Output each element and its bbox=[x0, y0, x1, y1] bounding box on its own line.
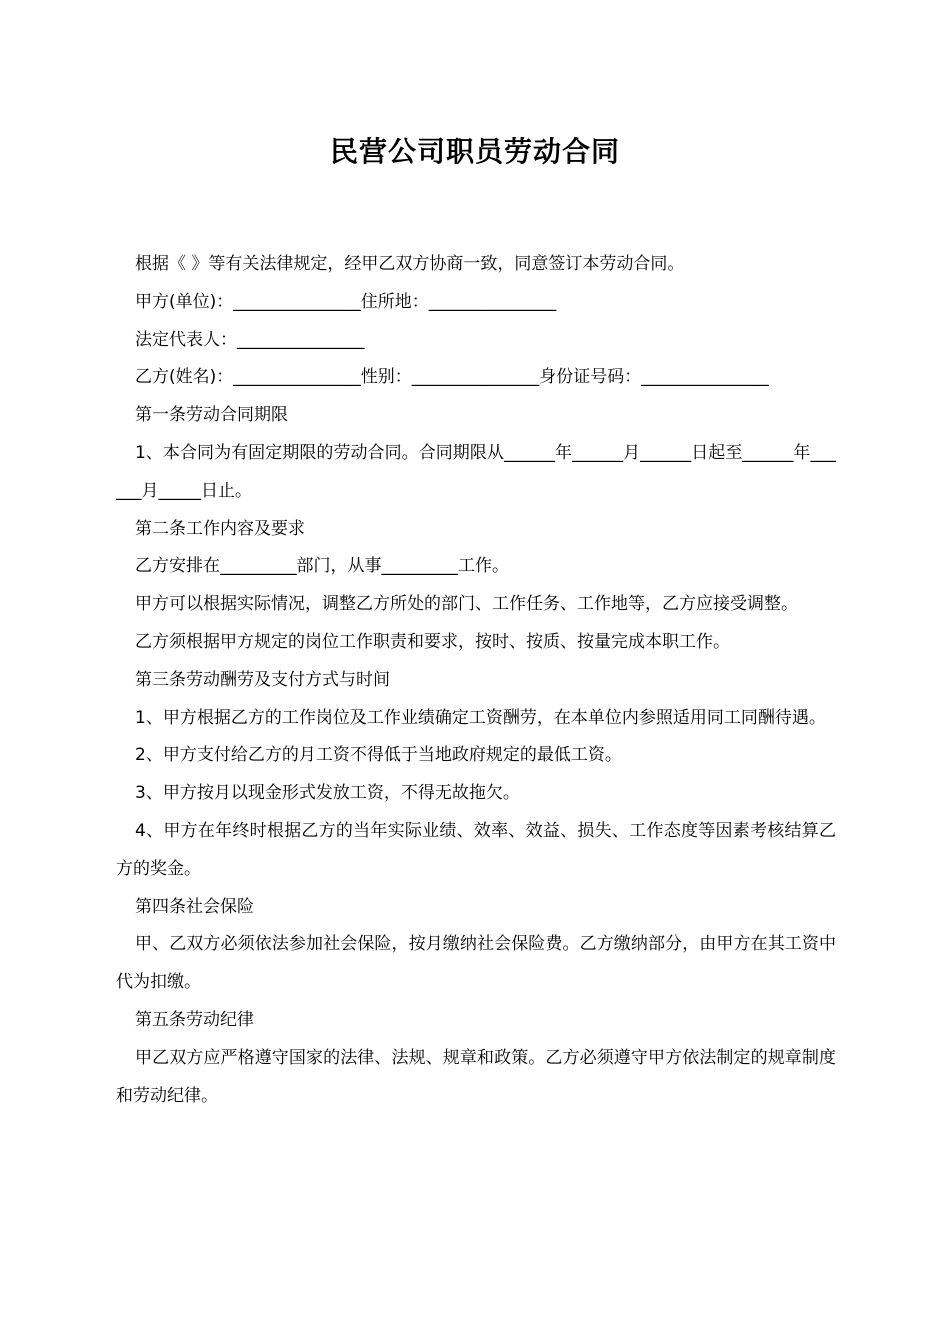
paragraph-party-a: 甲方(单位)：_______________住所地：_______________ bbox=[135, 291, 557, 312]
article-3-clause-4: 4、甲方在年终时根据乙方的当年实际业绩、效率、效益、损失、工作态度等因素考核结算乙方的奖金。 bbox=[116, 820, 836, 879]
paragraph-legal-representative: 法定代表人：_______________ bbox=[135, 329, 365, 350]
article-1-heading: 第一条劳动合同期限 bbox=[135, 405, 288, 426]
document-title: 民营公司职员劳动合同 bbox=[329, 135, 620, 168]
document-body bbox=[116, 246, 836, 1115]
article-3-clause-2: 2、甲方支付给乙方的月工资不得低于当地政府规定的最低工资。 bbox=[135, 745, 622, 766]
article-4-clause-1: 甲、乙双方必须依法参加社会保险，按月缴纳社会保险费。乙方缴纳部分，由甲方在其工资中代为扣缴。 bbox=[116, 934, 836, 993]
article-3-clause-3: 3、甲方按月以现金形式发放工资，不得无故拖欠。 bbox=[135, 783, 520, 804]
article-1-clause-1: 1、本合同为有固定期限的劳动合同。合同期限从______年______月______日起至______年______月_____日止。 bbox=[116, 442, 836, 501]
article-2-clause-1: 乙方安排在_________部门，从事_________工作。 bbox=[135, 556, 509, 577]
paragraph-party-b: 乙方(姓名)：_______________性别：_______________身份证号码：_______________ bbox=[135, 367, 769, 388]
article-3-clause-1: 1、甲方根据乙方的工作岗位及工作业绩确定工资酬劳，在本单位内参照适用同工同酬待遇。 bbox=[135, 707, 826, 728]
article-5-clause-1: 甲乙双方应严格遵守国家的法律、法规、规章和政策。乙方必须遵守甲方依法制定的规章制度和劳动纪律。 bbox=[116, 1047, 836, 1106]
paragraph-preamble: 根据《 》等有关法律规定，经甲乙双方协商一致，同意签订本劳动合同。 bbox=[135, 254, 685, 274]
article-3-heading: 第三条劳动酬劳及支付方式与时间 bbox=[135, 669, 390, 690]
article-2-clause-2: 甲方可以根据实际情况，调整乙方所处的部门、工作任务、工作地等，乙方应接受调整。 bbox=[135, 594, 798, 615]
article-4-heading: 第四条社会保险 bbox=[135, 896, 254, 917]
article-5-heading: 第五条劳动纪律 bbox=[135, 1009, 254, 1030]
article-2-heading: 第二条工作内容及要求 bbox=[135, 518, 305, 539]
article-2-clause-3: 乙方须根据甲方规定的岗位工作职责和要求，按时、按质、按量完成本职工作。 bbox=[135, 631, 730, 652]
